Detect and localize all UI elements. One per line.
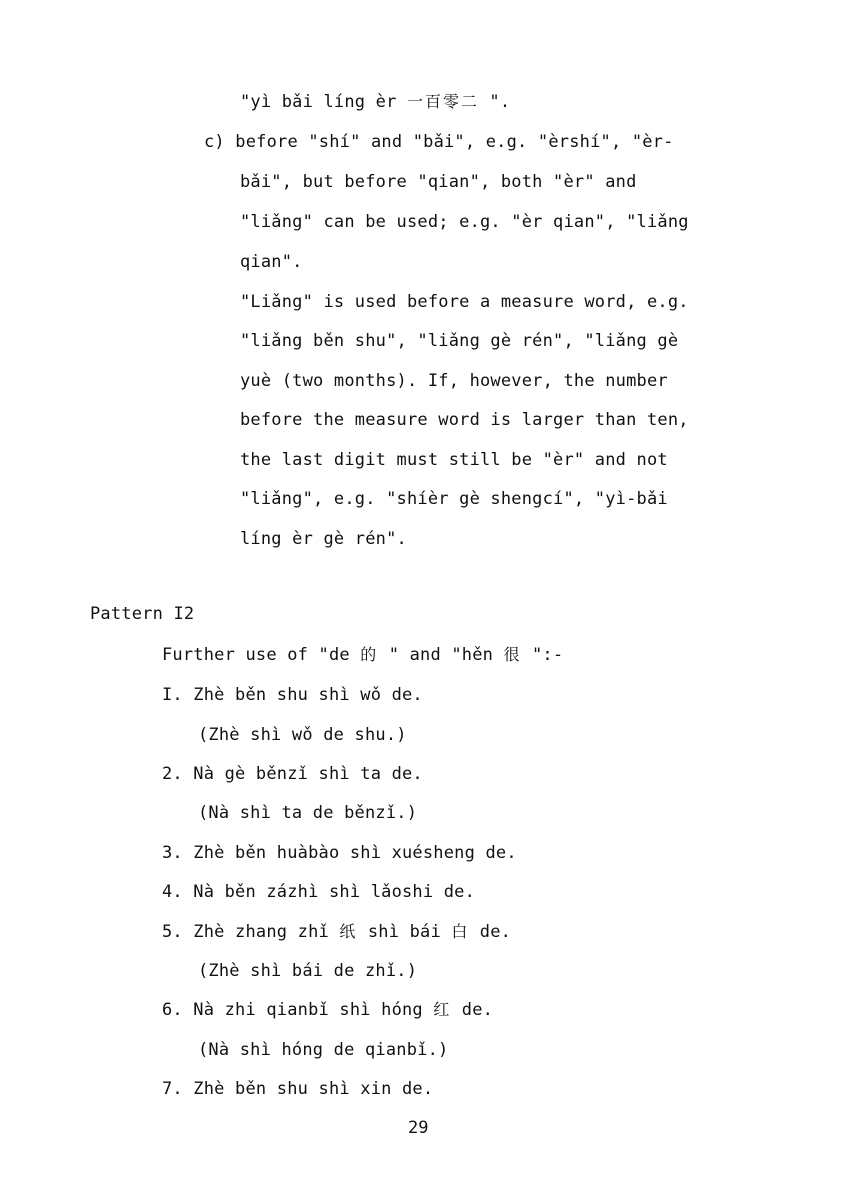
hanzi-text: 的 [360,645,379,664]
example-sentence: 2. Nà gè běnzǐ shì ta de. [162,764,423,784]
text-line: c) before "shí" and "bǎi", e.g. "èrshí", "èr- [204,132,674,152]
text-line: "liǎng" can be used; e.g. "èr qian", "liǎng [240,212,689,232]
text-fragment: " and "hěn [378,645,504,665]
example-sentence: 3. Zhè běn huàbào shì xuésheng de. [162,843,517,863]
example-paraphrase: (Nà shì hóng de qianbǐ.) [198,1040,449,1060]
text-line: before the measure word is larger than ten, [240,410,689,430]
pattern-intro [162,643,563,667]
example-sentence: 4. Nà běn zázhì shì lǎoshi de. [162,882,476,902]
example-paraphrase: (Nà shì ta de běnzǐ.) [198,803,418,823]
section-heading: Pattern I2 [90,604,195,624]
text-fragment: ":- [521,645,564,665]
text-line: "liǎng běn shu", "liǎng gè rén", "liǎng gè [240,331,679,351]
text-fragment: 5. Zhè zhang zhǐ [162,922,340,942]
text-fragment: de. [451,1000,494,1020]
text-fragment: shì bái [357,922,452,942]
example-paraphrase: (Zhè shì wǒ de shu.) [198,725,407,745]
text-fragment: 6. Nà zhi qianbǐ shì hóng [162,1000,434,1020]
hanzi-text: 红 [433,1000,452,1019]
text-line: "liǎng", e.g. "shíèr gè shengcí", "yì-bǎi [240,489,668,509]
example-paraphrase: (Zhè shì bái de zhǐ.) [198,961,418,981]
hanzi-text: 纸 [339,922,358,941]
text-fragment: Further use of "de [162,645,361,665]
hanzi-text: 一百零二 [406,92,479,111]
text-line: yuè (two months). If, however, the number [240,371,668,391]
text-line: qian". [240,252,303,272]
text-line: bǎi", but before "qian", both "èr" and [240,172,637,192]
example-sentence [162,920,511,944]
text-line: líng èr gè rén". [240,529,407,549]
hanzi-text: 很 [503,645,522,664]
text-line [240,90,510,114]
text-fragment: ". [478,92,511,112]
text-line: the last digit must still be "èr" and not [240,450,668,470]
example-sentence: I. Zhè běn shu shì wǒ de. [162,685,423,705]
text-line: "Liǎng" is used before a measure word, e.g. [240,292,689,312]
example-sentence: 7. Zhè běn shu shì xin de. [162,1079,434,1099]
example-sentence [162,998,493,1022]
page-number: 29 [408,1118,429,1138]
text-fragment: "yì bǎi líng èr [240,92,407,112]
text-fragment: de. [469,922,512,942]
hanzi-text: 白 [451,922,470,941]
